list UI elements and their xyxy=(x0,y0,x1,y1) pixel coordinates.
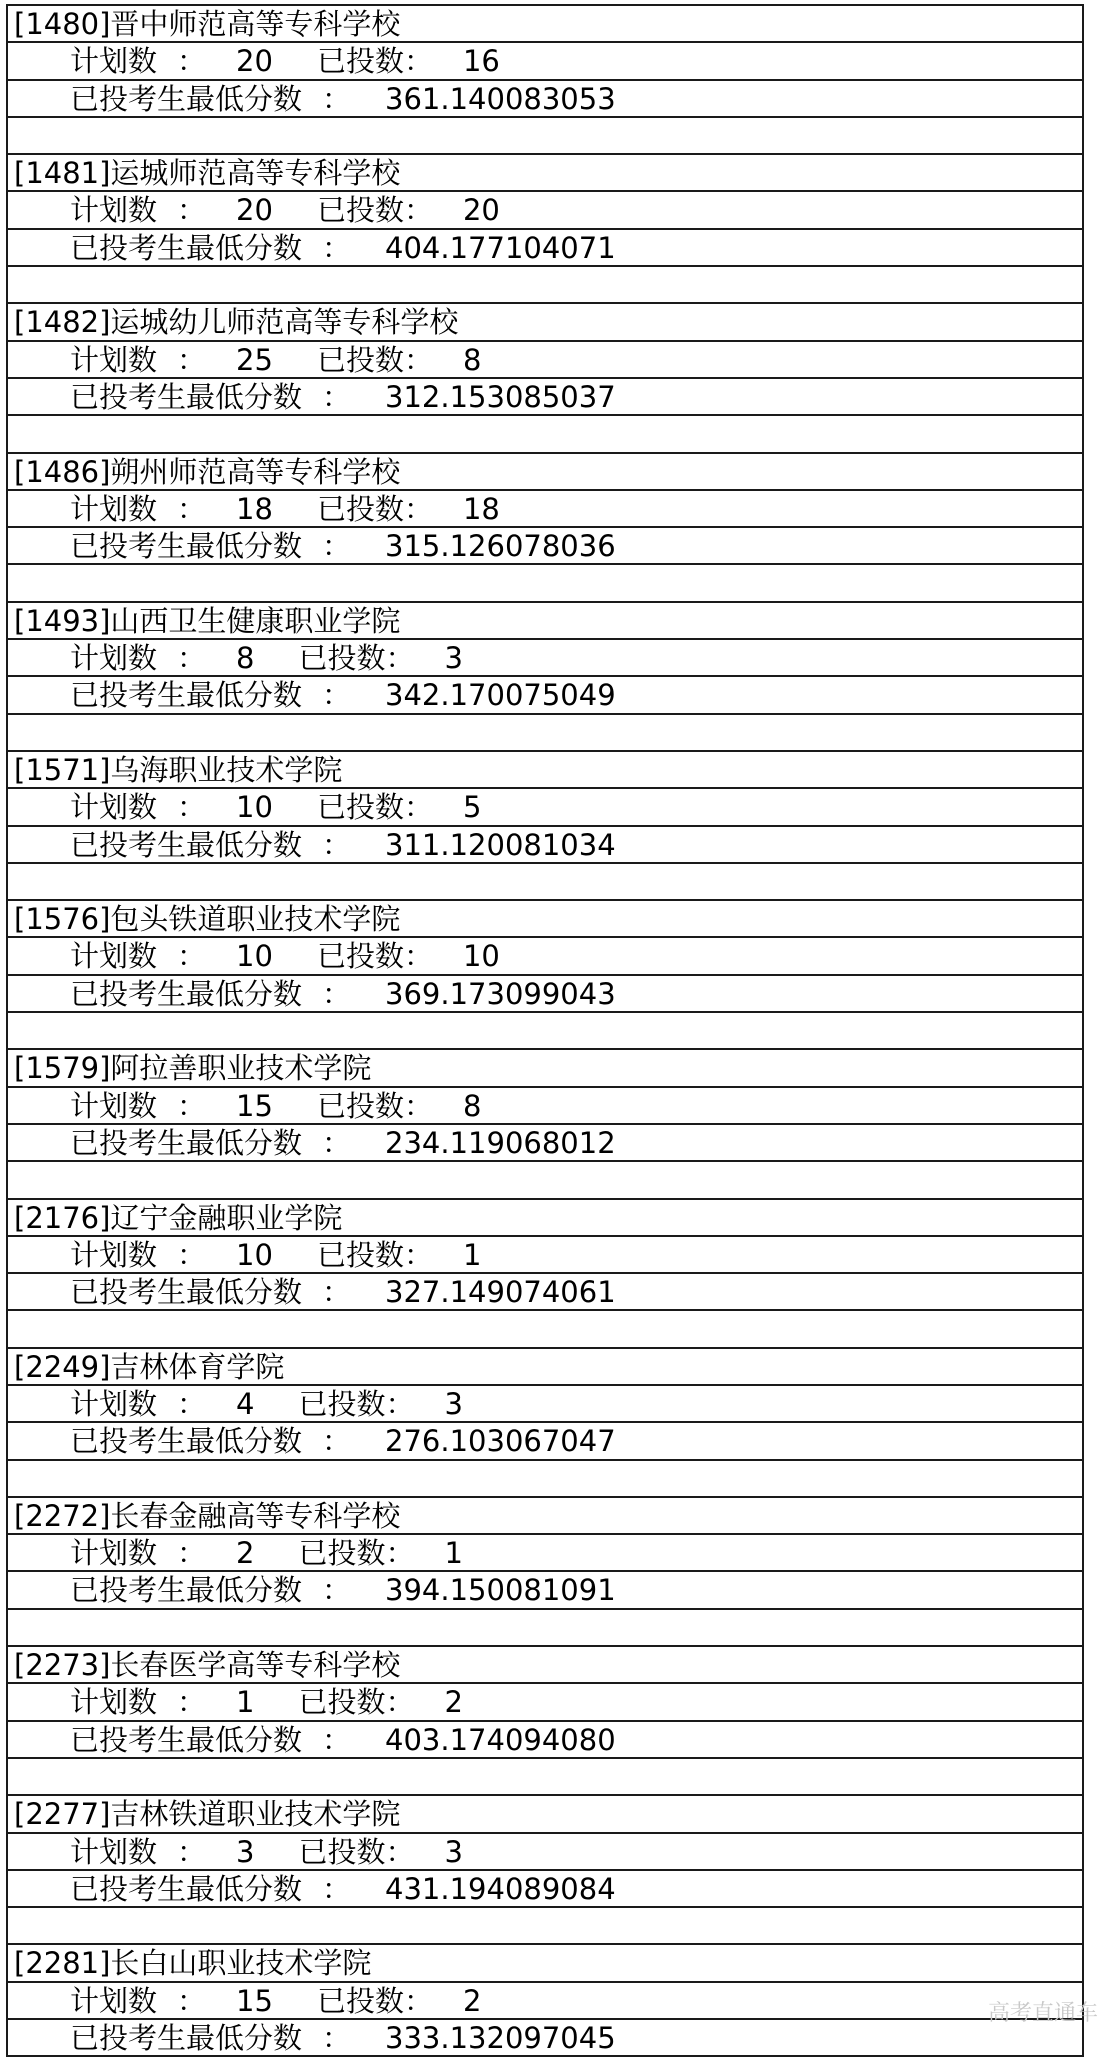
min-score-value: 311.120081034 xyxy=(385,827,616,862)
min-score-value: 369.173099043 xyxy=(385,976,616,1011)
submitted-value: 16 xyxy=(462,44,500,79)
submitted-label: 已投数： xyxy=(316,342,433,377)
plan-row xyxy=(6,1834,1084,1871)
min-score-value: 315.126078036 xyxy=(385,529,616,564)
min-score-colon: ： xyxy=(322,1275,352,1310)
school-block xyxy=(6,1945,1084,2057)
min-score-colon: ： xyxy=(322,230,352,265)
school-name: [2277]吉林铁道职业技术学院 xyxy=(14,1797,401,1832)
submitted-label: 已投数： xyxy=(298,1685,415,1720)
blank-row xyxy=(6,416,1084,453)
plan-label: 计划数 xyxy=(70,641,158,676)
plan-row xyxy=(6,342,1084,379)
min-score-label: 已投考生最低分数 xyxy=(70,1722,303,1757)
min-score-row xyxy=(6,1871,1084,1908)
submitted-value: 2 xyxy=(462,1983,482,2018)
plan-label: 计划数 xyxy=(70,1237,158,1272)
school-name-row xyxy=(6,603,1084,640)
blank-row xyxy=(6,864,1084,901)
plan-colon: ： xyxy=(177,939,207,974)
school-name-row xyxy=(6,1945,1084,1982)
min-score-row xyxy=(6,230,1084,267)
min-score-value: 431.194089084 xyxy=(385,1871,616,1906)
min-score-row xyxy=(6,81,1084,118)
min-score-colon: ： xyxy=(322,1722,352,1757)
min-score-label: 已投考生最低分数 xyxy=(70,976,303,1011)
school-name-row xyxy=(6,1050,1084,1087)
school-name-row xyxy=(6,1647,1084,1684)
submitted-value: 2 xyxy=(444,1685,463,1720)
plan-value: 20 xyxy=(236,193,273,228)
submitted-value: 8 xyxy=(462,1088,482,1123)
plan-colon: ： xyxy=(177,1237,207,1272)
school-name-row xyxy=(6,1349,1084,1386)
plan-value: 20 xyxy=(236,44,273,79)
plan-value: 25 xyxy=(236,342,273,377)
min-score-value: 234.119068012 xyxy=(385,1125,616,1160)
blank-row xyxy=(6,1759,1084,1796)
blank-row xyxy=(6,118,1084,155)
plan-label: 计划数 xyxy=(70,1386,158,1421)
plan-value: 10 xyxy=(236,1237,273,1272)
school-name: [1481]运城师范高等专科学校 xyxy=(14,156,401,191)
submitted-value: 10 xyxy=(462,939,500,974)
school-block xyxy=(6,752,1084,901)
plan-value: 15 xyxy=(236,1983,273,2018)
submitted-value: 1 xyxy=(462,1237,482,1272)
plan-colon: ： xyxy=(177,193,207,228)
min-score-value: 276.103067047 xyxy=(385,1424,616,1459)
plan-row xyxy=(6,1088,1084,1125)
min-score-label: 已投考生最低分数 xyxy=(70,678,303,713)
submitted-label: 已投数： xyxy=(316,1088,433,1123)
submitted-label: 已投数： xyxy=(316,790,433,825)
min-score-row xyxy=(6,379,1084,416)
min-score-row xyxy=(6,2020,1084,2057)
school-name-row xyxy=(6,454,1084,491)
min-score-colon: ： xyxy=(322,976,352,1011)
plan-colon: ： xyxy=(177,44,207,79)
min-score-label: 已投考生最低分数 xyxy=(70,379,303,414)
min-score-colon: ： xyxy=(322,1424,352,1459)
school-name-row xyxy=(6,752,1084,789)
min-score-label: 已投考生最低分数 xyxy=(70,1424,303,1459)
plan-row xyxy=(6,938,1084,975)
plan-row xyxy=(6,192,1084,229)
school-name-row xyxy=(6,1796,1084,1833)
plan-colon: ： xyxy=(177,641,207,676)
min-score-value: 394.150081091 xyxy=(385,1573,616,1608)
school-name: [2281]长白山职业技术学院 xyxy=(14,1946,372,1981)
blank-row xyxy=(6,1162,1084,1199)
school-block xyxy=(6,603,1084,752)
min-score-value: 327.149074061 xyxy=(385,1275,616,1310)
school-name: [1576]包头铁道职业技术学院 xyxy=(14,902,401,937)
school-name-row xyxy=(6,1498,1084,1535)
submitted-value: 5 xyxy=(462,790,482,825)
school-name: [1486]朔州师范高等专科学校 xyxy=(14,454,401,489)
min-score-label: 已投考生最低分数 xyxy=(70,529,303,564)
plan-row xyxy=(6,1983,1084,2020)
plan-value: 15 xyxy=(236,1088,273,1123)
submitted-value: 3 xyxy=(444,1834,463,1869)
min-score-value: 403.174094080 xyxy=(385,1722,616,1757)
school-name-row xyxy=(6,6,1084,43)
school-name: [1480]晋中师范高等专科学校 xyxy=(14,7,401,41)
plan-row xyxy=(6,1386,1084,1423)
min-score-value: 333.132097045 xyxy=(385,2021,616,2056)
school-name-row xyxy=(6,901,1084,938)
plan-colon: ： xyxy=(177,1386,207,1421)
min-score-row xyxy=(6,528,1084,565)
plan-value: 10 xyxy=(236,790,273,825)
submitted-label: 已投数： xyxy=(298,1386,415,1421)
submitted-value: 20 xyxy=(462,193,500,228)
plan-label: 计划数 xyxy=(70,1834,158,1869)
plan-row xyxy=(6,1684,1084,1721)
watermark: 高考直通车 xyxy=(988,2001,1099,2026)
admission-table xyxy=(6,4,1084,2057)
school-block xyxy=(6,6,1084,155)
min-score-label: 已投考生最低分数 xyxy=(70,2021,303,2056)
plan-value: 2 xyxy=(236,1536,255,1571)
blank-row xyxy=(6,1461,1084,1498)
min-score-label: 已投考生最低分数 xyxy=(70,230,303,265)
plan-row xyxy=(6,789,1084,826)
plan-colon: ： xyxy=(177,1088,207,1123)
blank-row xyxy=(6,267,1084,304)
plan-label: 计划数 xyxy=(70,1536,158,1571)
plan-colon: ： xyxy=(177,790,207,825)
submitted-label: 已投数： xyxy=(316,1237,433,1272)
school-name: [1571]乌海职业技术学院 xyxy=(14,752,343,787)
submitted-label: 已投数： xyxy=(316,44,433,79)
plan-label: 计划数 xyxy=(70,939,158,974)
submitted-value: 3 xyxy=(444,1386,463,1421)
blank-row xyxy=(6,1908,1084,1945)
school-name: [1493]山西卫生健康职业学院 xyxy=(14,603,401,638)
blank-row xyxy=(6,1610,1084,1647)
plan-value: 18 xyxy=(236,491,273,526)
min-score-value: 312.153085037 xyxy=(385,379,616,414)
submitted-value: 18 xyxy=(462,491,500,526)
min-score-colon: ： xyxy=(322,1871,352,1906)
min-score-colon: ： xyxy=(322,529,352,564)
plan-row xyxy=(6,640,1084,677)
school-block xyxy=(6,1050,1084,1199)
min-score-label: 已投考生最低分数 xyxy=(70,1871,303,1906)
submitted-label: 已投数： xyxy=(316,491,433,526)
plan-colon: ： xyxy=(177,491,207,526)
plan-value: 1 xyxy=(236,1685,255,1720)
plan-row xyxy=(6,43,1084,80)
blank-row xyxy=(6,565,1084,602)
plan-label: 计划数 xyxy=(70,44,158,79)
school-name: [2176]辽宁金融职业学院 xyxy=(14,1200,343,1235)
plan-label: 计划数 xyxy=(70,1088,158,1123)
plan-colon: ： xyxy=(177,1983,207,2018)
plan-value: 8 xyxy=(236,641,255,676)
plan-label: 计划数 xyxy=(70,491,158,526)
plan-label: 计划数 xyxy=(70,1685,158,1720)
school-name-row xyxy=(6,1200,1084,1237)
min-score-colon: ： xyxy=(322,1125,352,1160)
school-name: [1579]阿拉善职业技术学院 xyxy=(14,1051,372,1086)
submitted-value: 1 xyxy=(444,1536,463,1571)
min-score-row xyxy=(6,1274,1084,1311)
min-score-label: 已投考生最低分数 xyxy=(70,81,303,116)
min-score-colon: ： xyxy=(322,827,352,862)
min-score-label: 已投考生最低分数 xyxy=(70,1125,303,1160)
school-block xyxy=(6,1498,1084,1647)
school-block xyxy=(6,1200,1084,1349)
plan-row xyxy=(6,1237,1084,1274)
submitted-value: 3 xyxy=(444,641,463,676)
submitted-label: 已投数： xyxy=(316,1983,433,2018)
plan-label: 计划数 xyxy=(70,790,158,825)
school-name: [2273]长春医学高等专科学校 xyxy=(14,1648,401,1683)
submitted-label: 已投数： xyxy=(298,1536,415,1571)
school-block xyxy=(6,155,1084,304)
min-score-row xyxy=(6,1125,1084,1162)
submitted-value: 8 xyxy=(462,342,482,377)
min-score-label: 已投考生最低分数 xyxy=(70,1573,303,1608)
plan-value: 3 xyxy=(236,1834,255,1869)
school-block xyxy=(6,304,1084,453)
min-score-label: 已投考生最低分数 xyxy=(70,1275,303,1310)
min-score-colon: ： xyxy=(322,1573,352,1608)
min-score-value: 361.140083053 xyxy=(385,81,616,116)
school-block xyxy=(6,1349,1084,1498)
min-score-row xyxy=(6,1722,1084,1759)
min-score-label: 已投考生最低分数 xyxy=(70,827,303,862)
plan-label: 计划数 xyxy=(70,342,158,377)
plan-colon: ： xyxy=(177,1536,207,1571)
plan-label: 计划数 xyxy=(70,1983,158,2018)
min-score-colon: ： xyxy=(322,379,352,414)
min-score-colon: ： xyxy=(322,81,352,116)
min-score-colon: ： xyxy=(322,2021,352,2056)
plan-colon: ： xyxy=(177,1685,207,1720)
school-block xyxy=(6,901,1084,1050)
plan-row xyxy=(6,491,1084,528)
school-name: [1482]运城幼儿师范高等专科学校 xyxy=(14,305,459,340)
school-name: [2249]吉林体育学院 xyxy=(14,1349,285,1384)
blank-row xyxy=(6,1311,1084,1348)
submitted-label: 已投数： xyxy=(316,939,433,974)
min-score-colon: ： xyxy=(322,678,352,713)
school-block xyxy=(6,454,1084,603)
min-score-row xyxy=(6,827,1084,864)
plan-colon: ： xyxy=(177,342,207,377)
submitted-label: 已投数： xyxy=(316,193,433,228)
school-block xyxy=(6,1647,1084,1796)
min-score-row xyxy=(6,677,1084,714)
submitted-label: 已投数： xyxy=(298,1834,415,1869)
plan-label: 计划数 xyxy=(70,193,158,228)
min-score-row xyxy=(6,1423,1084,1460)
plan-row xyxy=(6,1535,1084,1572)
blank-row xyxy=(6,715,1084,752)
school-name: [2272]长春金融高等专科学校 xyxy=(14,1498,401,1533)
min-score-value: 404.177104071 xyxy=(385,230,616,265)
school-block xyxy=(6,1796,1084,1945)
min-score-row xyxy=(6,976,1084,1013)
plan-value: 4 xyxy=(236,1386,255,1421)
plan-colon: ： xyxy=(177,1834,207,1869)
blank-row xyxy=(6,1013,1084,1050)
school-name-row xyxy=(6,155,1084,192)
min-score-row xyxy=(6,1572,1084,1609)
school-name-row xyxy=(6,304,1084,341)
submitted-label: 已投数： xyxy=(298,641,415,676)
plan-value: 10 xyxy=(236,939,273,974)
min-score-value: 342.170075049 xyxy=(385,678,616,713)
